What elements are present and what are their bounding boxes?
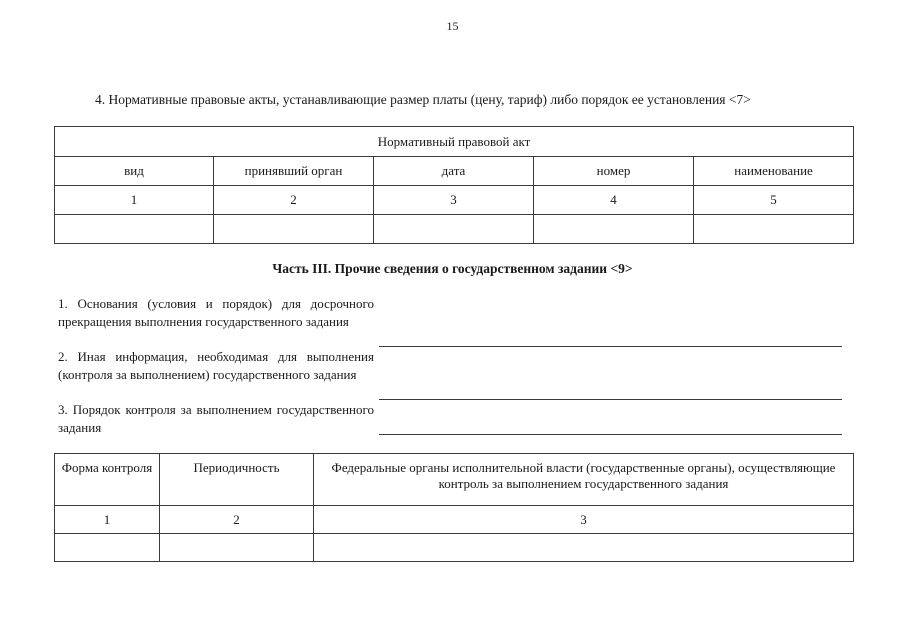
- empty-cell[interactable]: [214, 215, 374, 244]
- info-fill-line[interactable]: [379, 434, 842, 435]
- info-item-control-procedure: 3. Порядок контроля за выполнением государственного задания: [58, 402, 374, 435]
- part-3-title: Часть III. Прочие сведения о государственном задании <9>: [272, 261, 633, 276]
- column-number: 2: [160, 506, 314, 534]
- section-4-heading: 4. Нормативные правовые акты, устанавливающие размер платы (цену, тариф) либо порядок ее установления <7>: [95, 92, 751, 107]
- column-number: 1: [55, 506, 160, 534]
- column-number: 3: [314, 506, 854, 534]
- column-header-type: вид: [55, 157, 214, 186]
- empty-cell[interactable]: [534, 215, 694, 244]
- column-header-periodicity: Периодичность: [160, 454, 314, 506]
- column-header-name: наименование: [694, 157, 854, 186]
- empty-cell[interactable]: [374, 215, 534, 244]
- control-table: [54, 453, 854, 562]
- column-number: 4: [534, 186, 694, 215]
- column-header-control-bodies: Федеральные органы исполнительной власти (государственные органы), осуществляющие контроль за выполнением государственного задания: [314, 454, 854, 506]
- empty-cell[interactable]: [694, 215, 854, 244]
- normative-act-group-header: Нормативный правовой акт: [55, 127, 854, 157]
- column-number: 1: [55, 186, 214, 215]
- empty-cell[interactable]: [160, 534, 314, 562]
- normative-acts-table: [54, 126, 854, 244]
- info-fill-line[interactable]: [379, 399, 842, 400]
- column-header-date: дата: [374, 157, 534, 186]
- column-number: 5: [694, 186, 854, 215]
- page-number: 15: [446, 19, 459, 33]
- column-header-issuing-body: принявший орган: [214, 157, 374, 186]
- column-number: 3: [374, 186, 534, 215]
- empty-cell[interactable]: [55, 534, 160, 562]
- column-header-control-form: Форма контроля: [55, 454, 160, 506]
- empty-cell[interactable]: [314, 534, 854, 562]
- column-number: 2: [214, 186, 374, 215]
- empty-cell[interactable]: [55, 215, 214, 244]
- info-item-other-information: 2. Иная информация, необходимая для выполнения (контроля за выполнением) государственного задания: [58, 349, 374, 382]
- column-header-number: номер: [534, 157, 694, 186]
- info-item-early-termination: 1. Основания (условия и порядок) для досрочного прекращения выполнения государственного задания: [58, 296, 374, 329]
- info-fill-line[interactable]: [379, 346, 842, 347]
